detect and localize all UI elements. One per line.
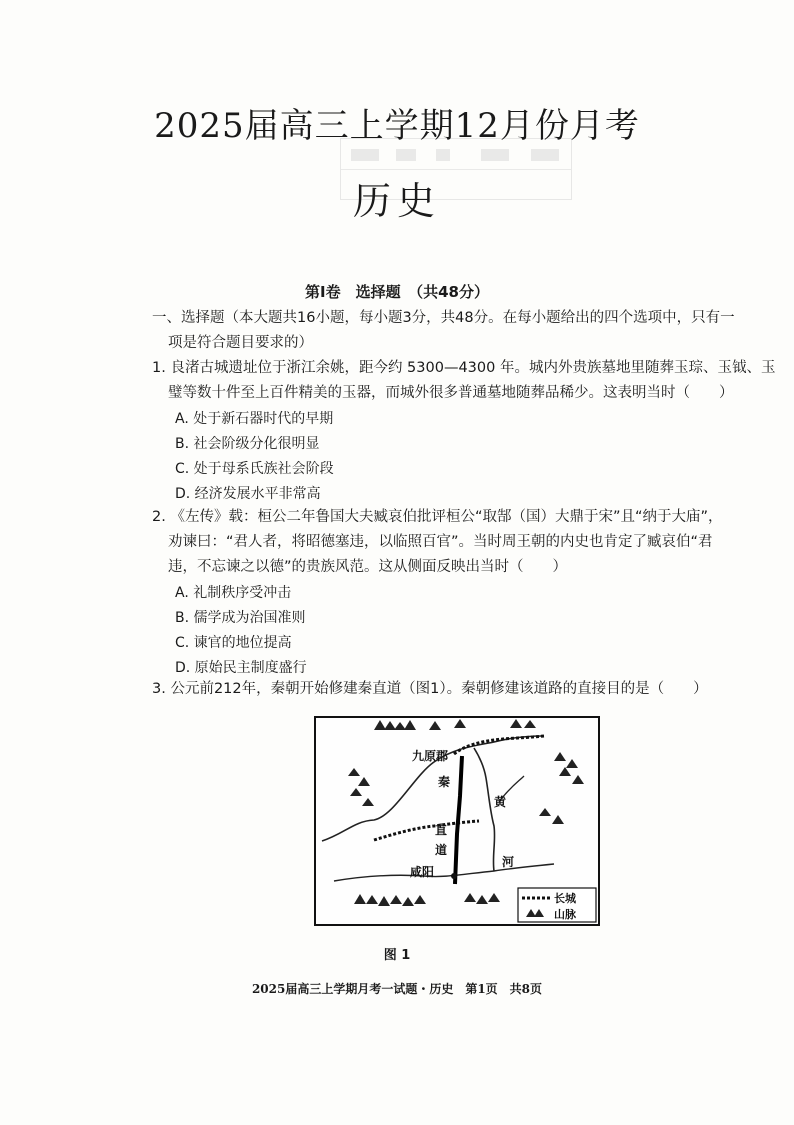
q1-option-b: B. 社会阶级分化很明显 <box>175 436 320 452</box>
exam-title: 2025届高三上学期12月份月考 <box>154 106 640 146</box>
q2-stem-line-2: 劝谏曰：“君人者，将昭德塞违，以临照百官”。当时周王朝的内史也肯定了臧哀伯“君 <box>168 534 713 550</box>
label-qin: 秦 <box>438 775 451 789</box>
subject-title: 历史 <box>352 179 441 223</box>
q1-option-d: D. 经济发展水平非常高 <box>175 486 321 502</box>
q2-option-b: B. 儒学成为治国准则 <box>175 610 306 626</box>
legend-mountains: 山脉 <box>554 908 576 921</box>
label-zhi: 直 <box>435 823 448 837</box>
instruction-line-1: 一、选择题（本大题共16小题，每小题3分，共48分。在每小题给出的四个选项中，只有一 <box>152 310 735 326</box>
label-jiuyuan: 九原郡 <box>412 749 449 763</box>
q2-stem-line-3: 违，不忘谏之以德”的贵族风范。这从侧面反映出当时（ ） <box>168 559 568 575</box>
q1-option-a: A. 处于新石器时代的早期 <box>175 411 334 427</box>
label-huang: 黄 <box>494 795 507 809</box>
q2-stem-line-1: 2. 《左传》载：桓公二年鲁国大夫臧哀伯批评桓公“取郜（国）大鼎于宋”且“纳于大庙”， <box>152 509 723 525</box>
q1-option-c: C. 处于母系氏族社会阶段 <box>175 461 334 477</box>
xianyang-marker <box>451 873 457 879</box>
label-dao: 道 <box>435 843 448 857</box>
q2-option-c: C. 谏官的地位提高 <box>175 635 292 651</box>
qin-direct-road-map <box>314 716 600 926</box>
label-xianyang: 咸阳 <box>410 865 435 879</box>
q1-stem-line-1: 1. 良渚古城遗址位于浙江余姚，距今约 5300—4300 年。城内外贵族墓地里随葬玉琮、玉钺、玉 <box>152 360 776 376</box>
page-footer: 2025届高三上学期月考一试题・历史 第1页 共8页 <box>251 982 543 996</box>
legend-great-wall: 长城 <box>554 892 576 905</box>
label-he: 河 <box>502 855 515 869</box>
map-legend <box>518 888 596 922</box>
figure-caption: 图 1 <box>383 948 411 963</box>
section-heading: 第Ⅰ卷 选择题 （共48分） <box>305 283 489 301</box>
q1-stem-line-2: 璧等数十件至上百件精美的玉器，而城外很多普通墓地随葬品稀少。这表明当时（ ） <box>168 385 734 401</box>
instruction-line-2: 项是符合题目要求的） <box>168 335 313 351</box>
q2-option-a: A. 礼制秩序受冲击 <box>175 585 292 601</box>
q2-option-d: D. 原始民主制度盛行 <box>175 660 307 676</box>
q3-stem-line-1: 3. 公元前212年，秦朝开始修建秦直道（图1）。秦朝修建该道路的直接目的是（ ） <box>152 681 708 697</box>
